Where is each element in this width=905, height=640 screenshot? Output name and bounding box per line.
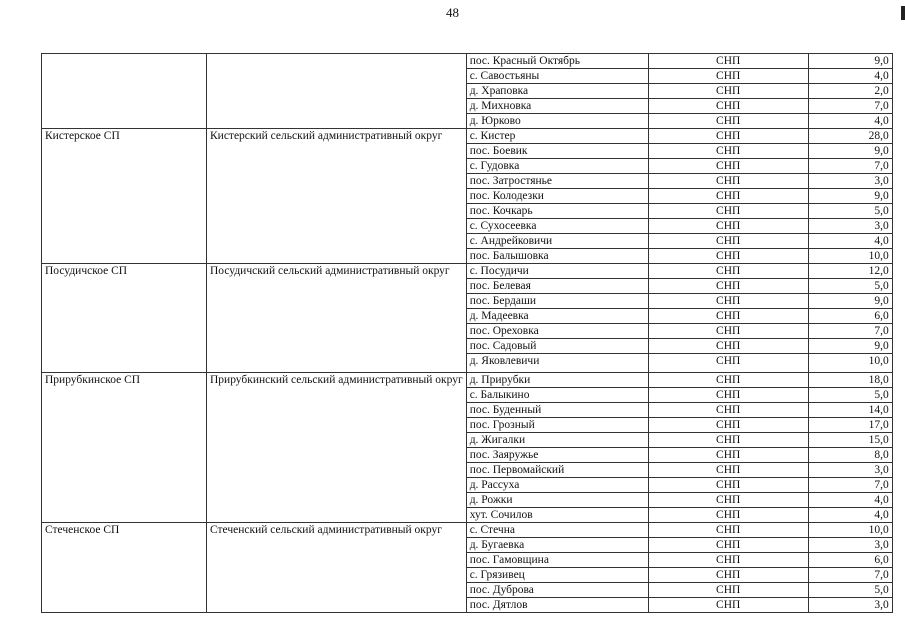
locality-cell: пос. Бердаши: [466, 294, 648, 309]
locality-cell: пос. Гамовщина: [466, 553, 648, 568]
value-cell: 8,0: [808, 448, 892, 463]
locality-cell: д. Храповка: [466, 84, 648, 99]
locality-cell: пос. Белевая: [466, 279, 648, 294]
type-cell: СНП: [648, 159, 808, 174]
value-cell: 5,0: [808, 204, 892, 219]
locality-cell: пос. Боевик: [466, 144, 648, 159]
table-body: [42, 54, 893, 613]
locality-cell: с. Кистер: [466, 129, 648, 144]
value-cell: 15,0: [808, 433, 892, 448]
type-cell: СНП: [648, 84, 808, 99]
value-cell: 4,0: [808, 69, 892, 84]
value-cell: 4,0: [808, 508, 892, 523]
type-cell: СНП: [648, 99, 808, 114]
value-cell: 5,0: [808, 279, 892, 294]
page-number: 48: [446, 5, 459, 20]
type-cell: СНП: [648, 279, 808, 294]
table-row: [42, 523, 893, 538]
type-cell: СНП: [648, 433, 808, 448]
value-cell: 7,0: [808, 478, 892, 493]
value-cell: 3,0: [808, 463, 892, 478]
type-cell: СНП: [648, 403, 808, 418]
locality-cell: д. Бугаевка: [466, 538, 648, 553]
type-cell: СНП: [648, 538, 808, 553]
value-cell: 2,0: [808, 84, 892, 99]
settlements-table: [41, 53, 893, 613]
edge-mark: [901, 6, 905, 20]
type-cell: СНП: [648, 508, 808, 523]
value-cell: 4,0: [808, 234, 892, 249]
settlement-cell: [42, 54, 207, 129]
locality-cell: с. Грязивец: [466, 568, 648, 583]
locality-cell: пос. Ореховка: [466, 324, 648, 339]
value-cell: 9,0: [808, 339, 892, 354]
locality-cell: пос. Красный Октябрь: [466, 54, 648, 69]
type-cell: СНП: [648, 373, 808, 388]
type-cell: СНП: [648, 339, 808, 354]
type-cell: СНП: [648, 354, 808, 373]
locality-cell: д. Рассуха: [466, 478, 648, 493]
value-cell: 4,0: [808, 114, 892, 129]
locality-cell: с. Посудичи: [466, 264, 648, 279]
value-cell: 9,0: [808, 189, 892, 204]
value-cell: 5,0: [808, 583, 892, 598]
table-row: [42, 129, 893, 144]
district-cell: Кистерский сельский административный округ: [207, 129, 467, 264]
type-cell: СНП: [648, 598, 808, 613]
value-cell: 9,0: [808, 144, 892, 159]
type-cell: СНП: [648, 448, 808, 463]
locality-cell: с. Стечна: [466, 523, 648, 538]
value-cell: 7,0: [808, 568, 892, 583]
type-cell: СНП: [648, 264, 808, 279]
locality-cell: пос. Буденный: [466, 403, 648, 418]
value-cell: 10,0: [808, 523, 892, 538]
value-cell: 17,0: [808, 418, 892, 433]
locality-cell: д. Рожки: [466, 493, 648, 508]
type-cell: СНП: [648, 174, 808, 189]
settlement-cell: Прирубкинское СП: [42, 373, 207, 523]
type-cell: СНП: [648, 493, 808, 508]
locality-cell: с. Сухосеевка: [466, 219, 648, 234]
type-cell: СНП: [648, 114, 808, 129]
type-cell: СНП: [648, 478, 808, 493]
settlement-cell: Посудичское СП: [42, 264, 207, 373]
value-cell: 9,0: [808, 54, 892, 69]
locality-cell: пос. Заяружье: [466, 448, 648, 463]
type-cell: СНП: [648, 388, 808, 403]
district-cell: Посудичский сельский административный округ: [207, 264, 467, 373]
value-cell: 10,0: [808, 249, 892, 264]
locality-cell: с. Андрейковичи: [466, 234, 648, 249]
value-cell: 28,0: [808, 129, 892, 144]
type-cell: СНП: [648, 294, 808, 309]
value-cell: 4,0: [808, 493, 892, 508]
locality-cell: с. Савостьяны: [466, 69, 648, 84]
type-cell: СНП: [648, 204, 808, 219]
district-cell: Стеченский сельский административный округ: [207, 523, 467, 613]
type-cell: СНП: [648, 553, 808, 568]
locality-cell: пос. Затростянье: [466, 174, 648, 189]
value-cell: 14,0: [808, 403, 892, 418]
value-cell: 3,0: [808, 174, 892, 189]
locality-cell: пос. Дятлов: [466, 598, 648, 613]
table-row: [42, 264, 893, 279]
value-cell: 3,0: [808, 219, 892, 234]
type-cell: СНП: [648, 129, 808, 144]
locality-cell: пос. Кочкарь: [466, 204, 648, 219]
district-cell: Прирубкинский сельский административный округ: [207, 373, 467, 523]
locality-cell: пос. Садовый: [466, 339, 648, 354]
locality-cell: д. Прирубки: [466, 373, 648, 388]
locality-cell: пос. Балышовка: [466, 249, 648, 264]
table-row: [42, 54, 893, 69]
locality-cell: д. Жигалки: [466, 433, 648, 448]
locality-cell: д. Яковлевичи: [466, 354, 648, 373]
value-cell: 6,0: [808, 553, 892, 568]
value-cell: 7,0: [808, 159, 892, 174]
value-cell: 9,0: [808, 294, 892, 309]
type-cell: СНП: [648, 54, 808, 69]
locality-cell: пос. Дуброва: [466, 583, 648, 598]
value-cell: 12,0: [808, 264, 892, 279]
locality-cell: пос. Грозный: [466, 418, 648, 433]
type-cell: СНП: [648, 418, 808, 433]
value-cell: 7,0: [808, 324, 892, 339]
district-cell: [207, 54, 467, 129]
locality-cell: д. Мадеевка: [466, 309, 648, 324]
type-cell: СНП: [648, 69, 808, 84]
type-cell: СНП: [648, 583, 808, 598]
type-cell: СНП: [648, 523, 808, 538]
type-cell: СНП: [648, 463, 808, 478]
locality-cell: хут. Сочилов: [466, 508, 648, 523]
type-cell: СНП: [648, 144, 808, 159]
type-cell: СНП: [648, 324, 808, 339]
type-cell: СНП: [648, 309, 808, 324]
settlement-cell: Стеченское СП: [42, 523, 207, 613]
value-cell: 3,0: [808, 598, 892, 613]
locality-cell: с. Гудовка: [466, 159, 648, 174]
locality-cell: д. Михновка: [466, 99, 648, 114]
value-cell: 18,0: [808, 373, 892, 388]
settlement-cell: Кистерское СП: [42, 129, 207, 264]
value-cell: 5,0: [808, 388, 892, 403]
value-cell: 3,0: [808, 538, 892, 553]
value-cell: 10,0: [808, 354, 892, 373]
locality-cell: с. Балыкино: [466, 388, 648, 403]
type-cell: СНП: [648, 234, 808, 249]
type-cell: СНП: [648, 249, 808, 264]
locality-cell: пос. Первомайский: [466, 463, 648, 478]
table-row: [42, 373, 893, 388]
value-cell: 7,0: [808, 99, 892, 114]
type-cell: СНП: [648, 568, 808, 583]
value-cell: 6,0: [808, 309, 892, 324]
locality-cell: д. Юрково: [466, 114, 648, 129]
type-cell: СНП: [648, 219, 808, 234]
type-cell: СНП: [648, 189, 808, 204]
locality-cell: пос. Колодезки: [466, 189, 648, 204]
